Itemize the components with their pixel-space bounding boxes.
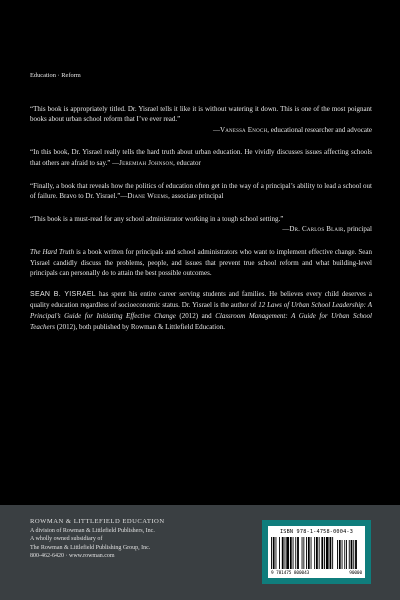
barcode-bar (286, 537, 289, 569)
barcode-bar (319, 537, 320, 569)
barcode-addon-bar (355, 540, 357, 569)
barcode-bar (282, 537, 284, 569)
barcode-bar (332, 537, 333, 569)
barcode-icon (271, 537, 362, 571)
attribution-dash: — (112, 158, 120, 167)
quote-text: “In this book, Dr. Yisrael really tells the hard truth about urban education. He vividly discusses issues affecting schools that others are afraid to say.” (30, 148, 372, 167)
barcode-frame (262, 520, 371, 584)
attribution-name: Diane Weems (127, 192, 169, 201)
publisher-info (30, 518, 250, 561)
bio-book-1: 12 Laws of Urban School Leadership: A Principal’s Guide for Initiating Effective Change (30, 301, 372, 320)
barcode-bar (271, 537, 272, 569)
barcode-bar (308, 537, 310, 569)
barcode-bar (316, 537, 318, 569)
quote-text: “Finally, a book that reveals how the politics of education often get in the way of a principal’s ability to lead a school out of failure. Bravo to Dr. Yisrael.” (30, 181, 372, 201)
quote-attribution (30, 125, 372, 136)
description-text: is a book written for principals and school administrators who want to implement effective change. Sean Yisrael candidly discuss the problems, people, and issues that prevent true school reform and what building-level principals can personally do to attain the best possible outcomes. (30, 247, 372, 278)
category-label: Education · Reform (30, 72, 81, 79)
ean-digits: 9 781475 800043 (271, 571, 310, 576)
author-name: SEAN B. YISRAEL (30, 290, 96, 298)
barcode-addon-bar (342, 540, 343, 569)
barcode-bar (297, 537, 299, 569)
publisher-line: A division of Rowman & Littlefield Publishers, Inc. (30, 527, 155, 534)
attribution-name: Vanessa Enoch (219, 125, 268, 134)
quote-attribution (30, 224, 372, 235)
barcode-bar (302, 537, 303, 569)
attribution-role: , educational researcher and advocate (267, 125, 372, 134)
barcode-bar (330, 537, 332, 569)
barcode-bar (290, 537, 292, 569)
barcode-addon-bar (339, 540, 341, 569)
attribution-name: Jeremiah Johnson (119, 158, 174, 167)
book-title: The Hard Truth (30, 247, 75, 256)
quote-1 (30, 104, 372, 136)
attribution-role: , principal (343, 225, 372, 234)
quote-text: “This book is a must-read for any school administrator working in a tough school setting.” (30, 214, 284, 223)
barcode-bar (295, 537, 296, 569)
barcode-bar (303, 537, 304, 569)
barcode-addon-bar (351, 540, 353, 569)
barcode-bar (273, 537, 275, 569)
publisher-line: A wholly owned subsidiary of (30, 536, 103, 543)
publisher-contact: 800-462-6420 · www.rowman.com (30, 553, 115, 560)
bio-text-3: (2012), both published by Rowman & Littlefield Education. (55, 322, 225, 331)
barcode-bar (321, 537, 323, 569)
book-description (30, 247, 372, 279)
barcode-addon-bar (353, 540, 354, 569)
barcode-bar (306, 537, 307, 569)
bio-text-1: has spent his entire career serving students and families. He believes every child deserves a quality education regardless of socioeconomic status. Dr. Yisrael is the author of (30, 289, 372, 310)
quote-2 (30, 147, 372, 168)
barcode-label (268, 526, 365, 578)
quote-4 (30, 214, 372, 235)
barcode-addon-bar (337, 540, 338, 569)
quote-text: “This book is appropriately titled. Dr. Yisrael tells it like it is without watering it down. This is one of the most poignant books about urban school reform that I’ve ever read.” (30, 104, 372, 124)
barcode-bar (314, 537, 315, 569)
publisher-name: ROWMAN & LITTLEFIELD EDUCATION (30, 518, 165, 525)
attribution-name: Dr. Carlos Blair (289, 225, 344, 234)
attribution-role: , associate principal (168, 192, 224, 201)
attribution-dash: — (120, 192, 128, 201)
back-cover-text (30, 71, 372, 332)
author-bio (30, 289, 372, 332)
barcode-digits (271, 571, 362, 576)
barcode-bar (293, 537, 294, 569)
barcode-addon-bar (349, 540, 350, 569)
barcode-bar (311, 537, 312, 569)
barcode-addon-bar (344, 540, 345, 569)
barcode-bar (326, 537, 329, 569)
barcode-bar (279, 537, 280, 569)
bio-text-2: (2012) and (175, 311, 216, 320)
isbn-text: ISBN 978-1-4758-0004-3 (279, 529, 354, 535)
barcode-addon-bar (346, 540, 347, 569)
barcode-bar (276, 537, 277, 569)
attribution-dash: — (282, 225, 290, 234)
barcode-bar (285, 537, 286, 569)
bio-book-2: Classroom Management: A Guide for Urban School Teachers (30, 311, 372, 331)
price-code: 90000 (349, 571, 362, 576)
quote-3 (30, 181, 372, 202)
publisher-line: The Rowman & Littlefield Publishing Group, Inc. (30, 544, 151, 551)
attribution-role: , educator (173, 158, 201, 167)
barcode-bar (324, 537, 325, 569)
attribution-dash: — (212, 125, 220, 134)
